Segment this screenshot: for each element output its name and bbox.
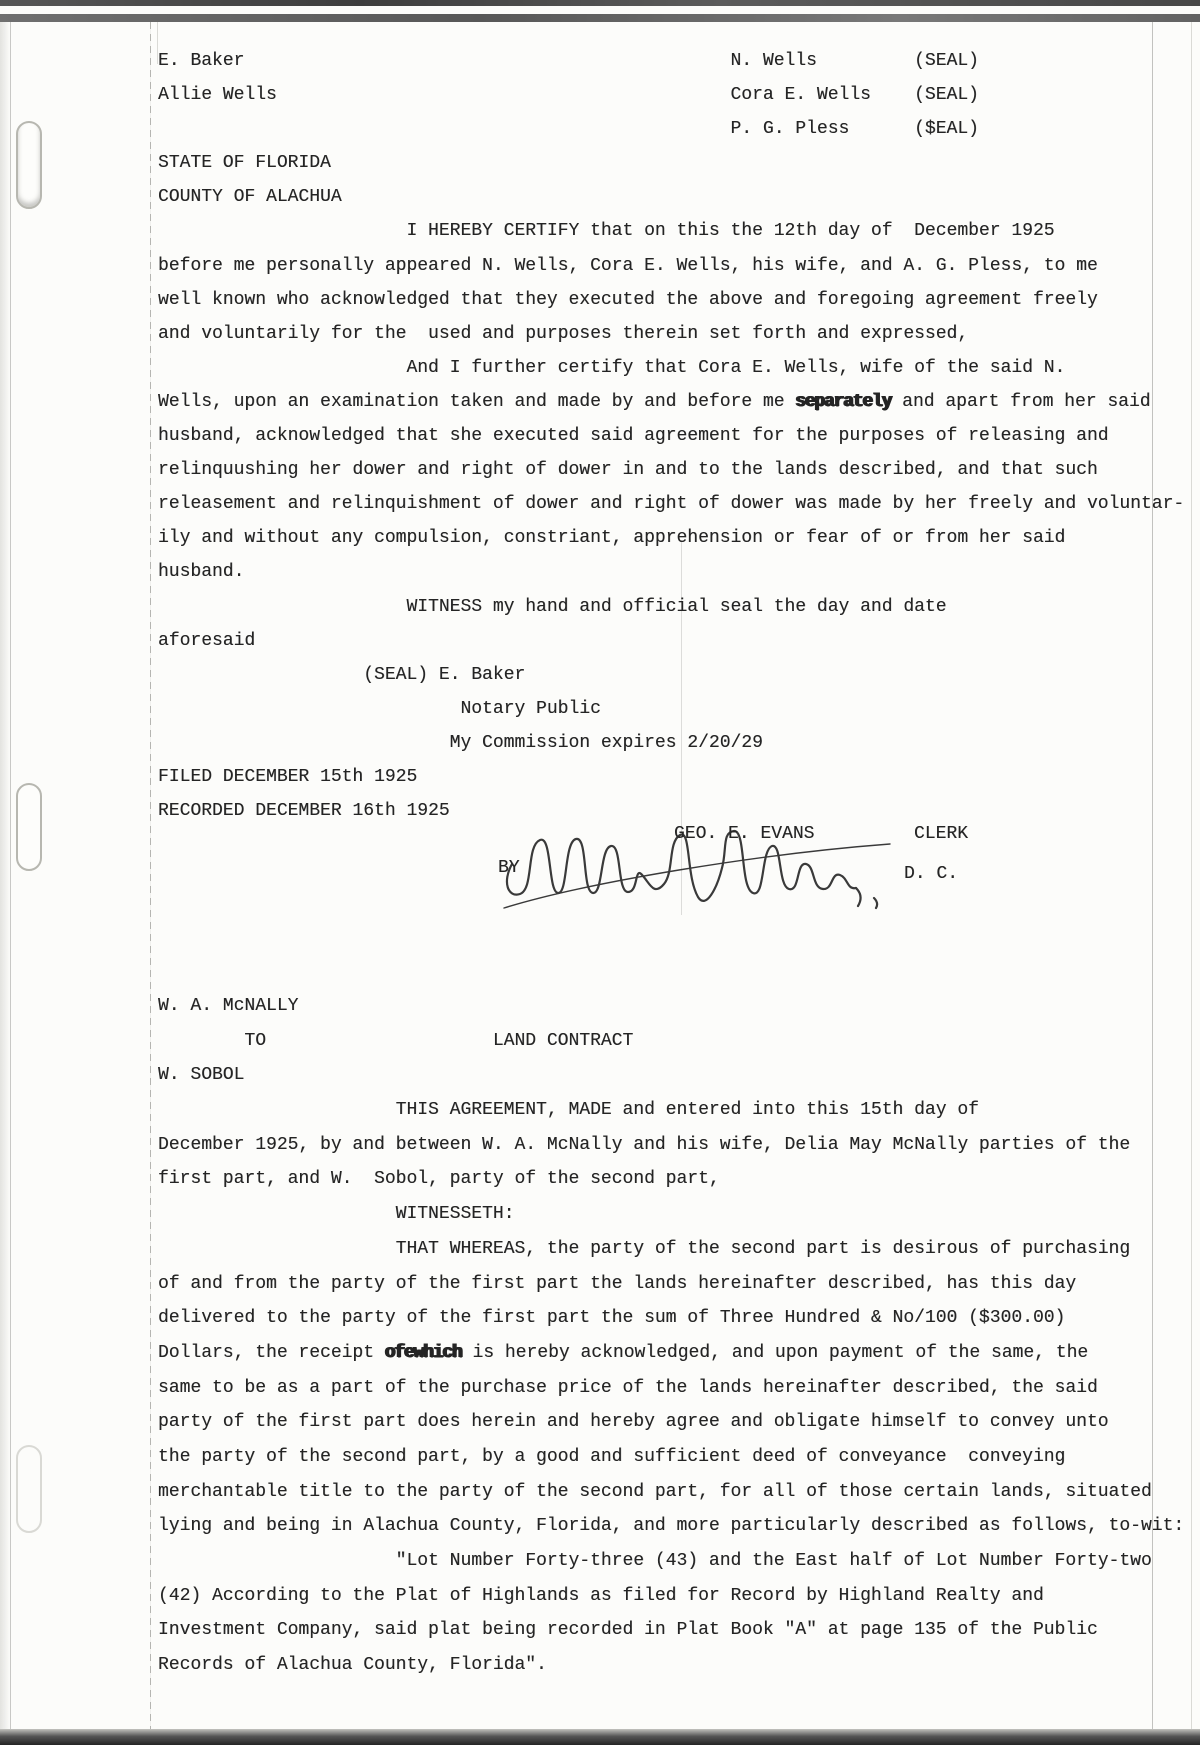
doc-line: Notary Public bbox=[158, 698, 601, 719]
certificate-lines-bottom bbox=[158, 419, 1200, 828]
doc-line: and voluntarily for the used and purposes therein set forth and expressed, bbox=[158, 323, 969, 344]
doc-line: THAT WHEREAS, the party of the second part is desirous of purchasing bbox=[158, 1238, 1131, 1259]
doc-line: My Commission expires 2/20/29 bbox=[158, 732, 763, 753]
doc-line: (42) According to the Plat of Highlands as filed for Record by Highland Realty and bbox=[158, 1585, 1044, 1606]
binder-hole-bottom bbox=[16, 1445, 42, 1533]
doc-line: husband, acknowledged that she executed said agreement for the purposes of releasing and bbox=[158, 426, 1109, 447]
doc-line: FILED DECEMBER 15th 1925 bbox=[158, 766, 418, 787]
notary-certificate-section bbox=[158, 44, 1200, 828]
doc-line: delivered to the party of the first part the sum of Three Hundred & No/100 ($300.00) bbox=[158, 1308, 1066, 1329]
doc-line: before me personally appeared N. Wells, Cora E. Wells, his wife, and A. G. Pless, to me bbox=[158, 255, 1098, 276]
doc-line: of and from the party of the first part the lands hereinafter described, has this day bbox=[158, 1273, 1077, 1294]
deputy-clerk-initials: D. C. bbox=[904, 864, 959, 884]
doc-line: Records of Alachua County, Florida". bbox=[158, 1655, 547, 1676]
doc-line: aforesaid bbox=[158, 630, 256, 651]
clerk-by-label: BY bbox=[498, 858, 520, 878]
doc-line: well known who acknowledged that they executed the above and foregoing agreement freely bbox=[158, 289, 1098, 310]
doc-line: WITNESS my hand and official seal the day and date bbox=[158, 596, 947, 617]
doc-line: merchantable title to the party of the second part, for all of those certain lands, situated bbox=[158, 1481, 1152, 1502]
line-segment: and apart from her said bbox=[891, 391, 1151, 412]
line-segment: Wells, upon an examination taken and made by and before me bbox=[158, 391, 796, 412]
doc-line: husband. bbox=[158, 562, 245, 583]
overstrike-line bbox=[158, 1336, 1200, 1371]
clerk-title: CLERK bbox=[914, 824, 969, 844]
doc-line: COUNTY OF ALACHUA bbox=[158, 187, 342, 208]
top-edge-band-inner bbox=[0, 14, 1200, 22]
left-margin-rule bbox=[150, 22, 151, 1729]
top-edge-band-outer bbox=[0, 0, 1200, 6]
doc-line: RECORDED DECEMBER 16th 1925 bbox=[158, 801, 450, 822]
line-segment: Dollars, the receipt bbox=[158, 1342, 385, 1363]
doc-line: W. A. McNALLY bbox=[158, 996, 299, 1016]
contract-lines-top bbox=[158, 989, 1200, 1336]
contract-lines-bottom bbox=[158, 1371, 1200, 1683]
doc-line: first part, and W. Sobol, party of the second part, bbox=[158, 1169, 720, 1190]
doc-line: lying and being in Alachua County, Florida, and more particularly described as follows, to-wit: bbox=[158, 1516, 1185, 1537]
doc-line: E. Baker N. Wells (SEAL) bbox=[158, 51, 979, 71]
line-segment: is hereby acknowledged, and upon payment of the same, the bbox=[461, 1342, 1089, 1363]
binder-hole-top bbox=[16, 121, 42, 209]
binder-hole-middle bbox=[16, 783, 42, 871]
doc-line: P. G. Pless ($EAL) bbox=[158, 119, 979, 140]
doc-line: ily and without any compulsion, constriant, apprehension or fear of or from her said bbox=[158, 528, 1066, 549]
land-contract-section bbox=[158, 989, 1200, 1683]
doc-line: Allie Wells Cora E. Wells (SEAL) bbox=[158, 85, 979, 106]
clerk-signature bbox=[498, 820, 898, 922]
overstrike-line bbox=[158, 385, 1200, 419]
overstruck-word: separately bbox=[795, 391, 892, 412]
clerk-name: GEO. E. EVANS bbox=[674, 824, 815, 844]
doc-line: W. SOBOL bbox=[158, 1065, 245, 1086]
doc-line: "Lot Number Forty-three (43) and the East half of Lot Number Forty-two bbox=[158, 1551, 1152, 1571]
doc-line: December 1925, by and between W. A. McNally and his wife, Delia May McNally parties of the bbox=[158, 1134, 1131, 1155]
overstruck-word: ofewhich bbox=[384, 1342, 462, 1363]
doc-line: I HEREBY CERTIFY that on this the 12th day of December 1925 bbox=[158, 221, 1055, 242]
doc-line: THIS AGREEMENT, MADE and entered into this 15th day of bbox=[158, 1100, 979, 1121]
bottom-edge-band bbox=[0, 1729, 1200, 1745]
doc-line: STATE OF FLORIDA bbox=[158, 153, 331, 174]
doc-line: same to be as a part of the purchase price of the lands hereinafter described, the said bbox=[158, 1377, 1098, 1398]
doc-line: WITNESSETH: bbox=[158, 1204, 515, 1225]
certificate-lines-top bbox=[158, 44, 1200, 385]
doc-line: TO LAND CONTRACT bbox=[158, 1030, 634, 1051]
doc-line: (SEAL) E. Baker bbox=[158, 664, 526, 685]
left-scan-edge bbox=[0, 22, 11, 1729]
doc-line: Investment Company, said plat being recorded in Plat Book "A" at page 135 of the Public bbox=[158, 1620, 1098, 1641]
doc-line: releasement and relinquishment of dower and right of dower was made by her freely and voluntar- bbox=[158, 494, 1185, 515]
doc-line: And I further certify that Cora E. Wells, wife of the said N. bbox=[158, 357, 1066, 378]
doc-line: relinquushing her dower and right of dower in and to the lands described, and that such bbox=[158, 460, 1098, 481]
doc-line: the party of the second part, by a good and sufficient deed of conveyance conveying bbox=[158, 1446, 1066, 1467]
doc-line: party of the first part does herein and hereby agree and obligate himself to convey unto bbox=[158, 1412, 1109, 1433]
